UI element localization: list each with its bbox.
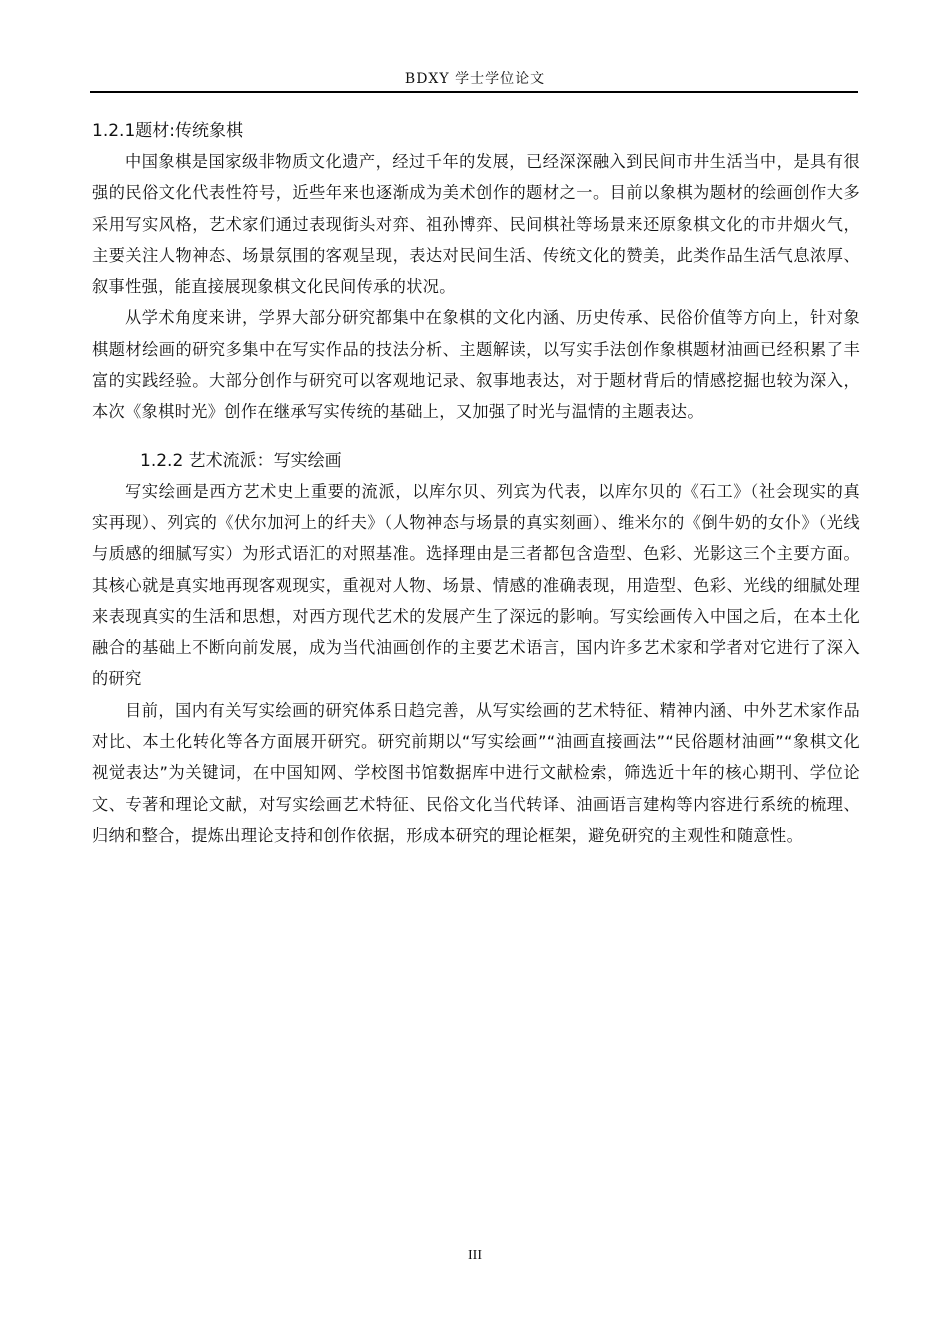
paragraph: 目前，国内有关写实绘画的研究体系日趋完善，从写实绘画的艺术特征、精神内涵、中外艺术家作品对比、本土化转化等各方面展开研究。研究前期以“写实绘画”“油画直接画法”“民俗题材油画”“象棋文化视觉表达”为关键词，在中国知网、学校图书馆数据库中进行文献检索，筛选近十年的核心期刊、学位论文、专著和理论文献，对写实绘画艺术特征、民俗文化当代转译、油画语言建构等内容进行系统的梳理、归纳和整合，提炼出理论支持和创作依据，形成本研究的理论框架，避免研究的主观性和随意性。 <box>92 700 860 845</box>
paragraph: 从学术角度来讲，学界大部分研究都集中在象棋的文化内涵、历史传承、民俗价值等方向上，针对象棋题材绘画的研究多集中在写实作品的技法分析、主题解读，以写实手法创作象棋题材油画已经积累了丰富的实践经验。大部分创作与研究可以客观地记录、叙事地表达，对于题材背后的情感挖掘也较为深入，本次《象棋时光》创作在继承写实传统的基础上，又加强了时光与温情的主题表达。 <box>92 308 860 422</box>
paragraph: 写实绘画是西方艺术史上重要的流派，以库尔贝、列宾为代表，以库尔贝的《石工》（社会现实的真实再现）、列宾的《伏尔加河上的纤夫》（人物神态与场景的真实刻画）、维米尔的《倒牛奶的女仆》（光线与质感的细腻写实）为形式语汇的对照基准。选择理由是三者都包含造型、色彩、光影这三个主要方面。其核心就是真实地再现客观现实，重视对人物、场景、情感的准确表现，用造型、色彩、光线的细腻处理来表现真实的生活和思想，对西方现代艺术的发展产生了深远的影响。写实绘画传入中国之后，在本土化融合的基础上不断向前发展，成为当代油画创作的主要艺术语言，国内许多艺术家和学者对它进行了深入的研究 <box>92 481 860 689</box>
header-divider <box>90 91 858 93</box>
section-heading-subject: 1.2.1题材:传统象棋 <box>92 121 243 141</box>
page-number: III <box>468 1248 482 1263</box>
paragraph: 中国象棋是国家级非物质文化遗产，经过千年的发展，已经深深融入到民间市井生活当中，是具有很强的民俗文化代表性符号，近些年来也逐渐成为美术创作的题材之一。目前以象棋为题材的绘画创作大多采用写实风格，艺术家们通过表现街头对弈、祖孙博弈、民间棋社等场景来还原象棋文化的市井烟火气，主要关注人物神态、场景氛围的客观呈现，表达对民间生活、传统文化的赞美，此类作品生活气息浓厚、叙事性强，能直接展现象棋文化民间传承的状况。 <box>92 152 860 297</box>
section-heading-art-school: 1.2.2 艺术流派：写实绘画 <box>140 450 342 471</box>
main-content <box>92 116 860 851</box>
running-header: BDXY 学士学位论文 <box>404 71 546 87</box>
